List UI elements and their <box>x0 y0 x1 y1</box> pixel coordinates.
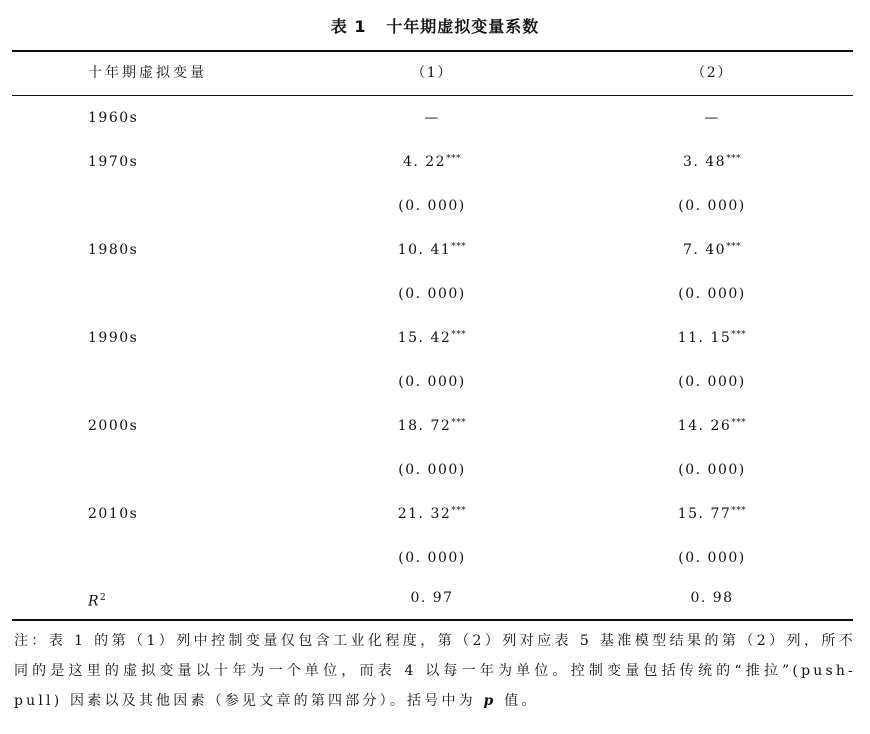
row-value-c2 <box>632 272 792 316</box>
table-row <box>12 360 853 404</box>
row-value-c1 <box>352 492 512 536</box>
row-value-c1 <box>352 404 512 448</box>
row-value-c2 <box>632 228 792 272</box>
r2-label <box>88 576 107 620</box>
row-label: 1980s <box>88 242 139 258</box>
row-value-c1 <box>352 184 512 228</box>
coefficient-value: — <box>424 110 440 126</box>
table-row <box>12 272 853 316</box>
significance-stars: *** <box>446 154 462 164</box>
row-value-c1 <box>352 228 512 272</box>
coefficient-value: (0. 000) <box>398 198 466 214</box>
significance-stars: *** <box>731 330 747 340</box>
coefficient-value: 11. 15 <box>677 330 732 346</box>
significance-stars: *** <box>451 242 467 252</box>
table-row <box>12 184 853 228</box>
coefficient-value: 18. 72 <box>397 418 452 434</box>
significance-stars: *** <box>731 418 747 428</box>
row-label: 1990s <box>88 330 139 346</box>
coefficient-value: (0. 000) <box>678 198 746 214</box>
row-value-c2 <box>632 404 792 448</box>
row-value-c1 <box>352 140 512 184</box>
table-row-r2 <box>12 576 853 620</box>
note-p-symbol: p <box>483 693 497 709</box>
coefficient-value: 15. 77 <box>677 506 732 522</box>
row-value-c2 <box>632 448 792 492</box>
significance-stars: *** <box>731 506 747 516</box>
r2-col-2: 0. 98 <box>690 590 734 606</box>
row-value-c2 <box>632 492 792 536</box>
coefficient-value: 10. 41 <box>397 242 452 258</box>
r2-col-1: 0. 97 <box>410 590 454 606</box>
row-value-c2 <box>632 316 792 360</box>
r2-letter: R <box>88 593 101 610</box>
table-row <box>12 316 853 360</box>
row-label: 1970s <box>88 154 139 170</box>
coefficient-value: (0. 000) <box>398 374 466 390</box>
note-text-end: 值。 <box>496 693 539 709</box>
row-value-c1 <box>352 316 512 360</box>
row-value-c1 <box>352 272 512 316</box>
row-value-c1 <box>352 96 512 140</box>
table-row <box>12 536 853 580</box>
row-value-c2 <box>632 140 792 184</box>
row-value-c1 <box>352 536 512 580</box>
significance-stars: *** <box>451 418 467 428</box>
header-col-1: （1） <box>411 65 453 81</box>
coefficient-value: (0. 000) <box>678 374 746 390</box>
table-row <box>12 96 853 140</box>
row-value-c2 <box>632 96 792 140</box>
coefficient-value: (0. 000) <box>678 550 746 566</box>
row-value-c1 <box>352 448 512 492</box>
row-label: 2010s <box>88 506 139 522</box>
coefficient-value: 15. 42 <box>397 330 452 346</box>
table-row <box>12 404 853 448</box>
table-title: 表 1 十年期虚拟变量系数 <box>330 17 540 36</box>
coefficient-value: (0. 000) <box>398 550 466 566</box>
row-value-c2 <box>632 184 792 228</box>
header-col-2: （2） <box>691 65 733 81</box>
coefficient-value: 7. 40 <box>682 242 727 258</box>
coefficient-value: (0. 000) <box>678 286 746 302</box>
significance-stars: *** <box>451 330 467 340</box>
coefficient-value: (0. 000) <box>398 462 466 478</box>
bottom-rule <box>12 619 853 621</box>
significance-stars: *** <box>726 154 742 164</box>
row-value-c2 <box>632 360 792 404</box>
table-row <box>12 228 853 272</box>
row-label: 2000s <box>88 418 139 434</box>
coefficient-value: 4. 22 <box>402 154 447 170</box>
row-value-c2 <box>632 536 792 580</box>
coefficient-value: — <box>704 110 720 126</box>
coefficient-value: 3. 48 <box>682 154 727 170</box>
row-label: 1960s <box>88 110 139 126</box>
coefficient-value: 21. 32 <box>397 506 452 522</box>
r2-superscript: 2 <box>100 593 108 603</box>
row-value-c1 <box>352 360 512 404</box>
table-note <box>14 626 856 716</box>
header-decade-dummy: 十年期虚拟变量 <box>88 65 207 81</box>
significance-stars: *** <box>726 242 742 252</box>
coefficient-value: 14. 26 <box>677 418 732 434</box>
table-row <box>12 140 853 184</box>
significance-stars: *** <box>451 506 467 516</box>
table-row <box>12 492 853 536</box>
table-row <box>12 448 853 492</box>
note-text: 注：表 1 的第（1）列中控制变量仅包含工业化程度，第（2）列对应表 5 基准模型结果的第（2）列，所不同的是这里的虚拟变量以十年为一个单位，而表 4 以每一年为单位。控制变量包括传统的“推拉”(push-pull) 因素以及其他因素（参见文章的第四部分）。括号中为 <box>14 633 856 709</box>
coefficient-value: (0. 000) <box>678 462 746 478</box>
table-header-row <box>12 51 853 95</box>
coefficient-value: (0. 000) <box>398 286 466 302</box>
